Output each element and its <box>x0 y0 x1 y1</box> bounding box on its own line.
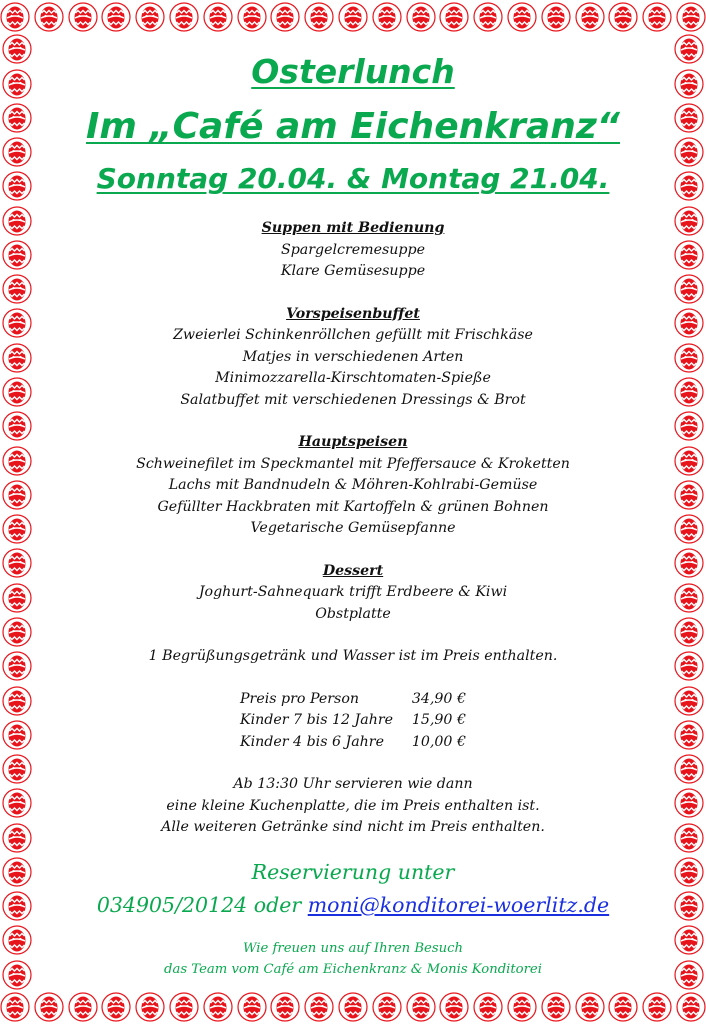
easter-egg-icon <box>135 2 165 32</box>
easter-egg-icon <box>2 343 32 373</box>
price-label: Kinder 4 bis 6 Jahre <box>240 733 384 750</box>
price-value: 10,00 € <box>411 733 466 750</box>
easter-egg-icon <box>674 411 704 441</box>
easter-egg-icon <box>68 2 98 32</box>
easter-egg-icon <box>2 583 32 613</box>
easter-egg-icon <box>575 2 605 32</box>
easter-egg-icon <box>674 103 704 133</box>
easter-egg-icon <box>575 992 605 1022</box>
menu-item: Lachs mit Bandnudeln & Möhren-Kohlrabi-Gemüse <box>168 477 538 493</box>
easter-egg-icon <box>674 343 704 373</box>
easter-egg-icon <box>2 548 32 578</box>
section-title: Vorspeisenbuffet <box>286 305 420 322</box>
easter-egg-icon <box>541 992 571 1022</box>
easter-egg-icon <box>203 992 233 1022</box>
easter-egg-icon <box>674 240 704 270</box>
price-row <box>240 710 466 732</box>
price-list <box>40 689 666 754</box>
easter-egg-icon <box>2 960 32 990</box>
easter-egg-icon <box>2 446 32 476</box>
note-line: eine kleine Kuchenplatte, die im Preis enthalten ist. <box>166 797 540 814</box>
easter-egg-icon <box>674 720 704 750</box>
easter-egg-icon <box>2 651 32 681</box>
menu-body <box>40 218 666 860</box>
easter-egg-icon <box>2 686 32 716</box>
easter-egg-icon <box>674 823 704 853</box>
easter-egg-icon <box>676 2 706 32</box>
easter-egg-icon <box>674 651 704 681</box>
easter-egg-icon <box>2 171 32 201</box>
menu-item: Matjes in verschiedenen Arten <box>242 348 464 365</box>
price-label: Preis pro Person <box>240 690 360 707</box>
easter-egg-icon <box>203 2 233 32</box>
easter-egg-icon <box>674 686 704 716</box>
closing-message <box>40 938 666 980</box>
section-dessert <box>40 561 666 626</box>
menu-item: Salatbuffet mit verschiedenen Dressings & Brot <box>180 391 526 408</box>
easter-egg-icon <box>674 891 704 921</box>
menu-item: Vegetarische Gemüsepfanne <box>250 520 456 536</box>
easter-egg-icon <box>372 2 402 32</box>
easter-egg-icon <box>0 992 30 1022</box>
easter-egg-icon <box>674 34 704 64</box>
easter-egg-icon <box>2 823 32 853</box>
easter-egg-icon <box>674 446 704 476</box>
easter-egg-icon <box>2 480 32 510</box>
easter-egg-icon <box>2 754 32 784</box>
easter-egg-icon <box>473 992 503 1022</box>
price-label: Kinder 7 bis 12 Jahre <box>240 712 394 728</box>
dates-title: Sonntag 20.04. & Montag 21.04. <box>96 162 610 195</box>
easter-egg-icon <box>674 788 704 818</box>
easter-egg-icon <box>674 171 704 201</box>
easter-egg-icon <box>473 2 503 32</box>
easter-egg-icon <box>237 992 267 1022</box>
email-link[interactable]: moni@konditorei-woerlitz.de <box>307 893 610 917</box>
menu-item: Gefüllter Hackbraten mit Kartoffeln & grünen Bohnen <box>157 498 549 515</box>
easter-egg-icon <box>169 2 199 32</box>
easter-egg-icon <box>439 992 469 1022</box>
easter-egg-icon <box>34 992 64 1022</box>
easter-egg-icon <box>676 992 706 1022</box>
easter-egg-icon <box>169 992 199 1022</box>
easter-egg-icon <box>674 583 704 613</box>
note-line: Alle weiteren Getränke sind nicht im Preis enthalten. <box>161 819 545 835</box>
easter-egg-icon <box>372 992 402 1022</box>
easter-egg-icon <box>674 480 704 510</box>
easter-egg-icon <box>674 206 704 236</box>
easter-egg-icon <box>507 2 537 32</box>
easter-egg-icon <box>507 992 537 1022</box>
easter-egg-icon <box>674 377 704 407</box>
easter-egg-icon <box>2 240 32 270</box>
reservation-label: Reservierung unter <box>251 860 455 884</box>
easter-egg-icon <box>68 992 98 1022</box>
easter-egg-icon <box>2 514 32 544</box>
easter-egg-icon <box>2 857 32 887</box>
easter-egg-icon <box>270 2 300 32</box>
easter-egg-icon <box>642 992 672 1022</box>
venue-title: Im „Café am Eichenkranz“ <box>86 106 620 147</box>
included-note-text: 1 Begrüßungsgetränk und Wasser ist im Preis enthalten. <box>148 648 558 664</box>
easter-egg-icon <box>2 617 32 647</box>
closing-line: Wie freuen uns auf Ihren Besuch <box>242 941 463 956</box>
closing-line: das Team vom Café am Eichenkranz & Monis Konditorei <box>164 962 542 977</box>
phone-number: 034905/20124 <box>96 893 248 917</box>
easter-egg-icon <box>101 992 131 1022</box>
easter-egg-icon <box>270 992 300 1022</box>
menu-item: Spargelcremesuppe <box>280 241 425 258</box>
easter-egg-icon <box>2 34 32 64</box>
easter-egg-icon <box>2 137 32 167</box>
easter-egg-icon <box>338 992 368 1022</box>
easter-egg-icon <box>2 103 32 133</box>
easter-egg-icon <box>674 308 704 338</box>
easter-egg-icon <box>608 2 638 32</box>
section-title: Dessert <box>322 562 384 579</box>
price-table <box>240 689 466 754</box>
easter-egg-icon <box>2 720 32 750</box>
price-row <box>240 689 466 711</box>
service-notes <box>40 774 666 839</box>
easter-egg-icon <box>674 857 704 887</box>
price-value: 34,90 € <box>411 690 466 707</box>
easter-egg-icon <box>541 2 571 32</box>
note-line: Ab 13:30 Uhr servieren wie dann <box>233 776 473 792</box>
menu-item: Minimozzarella-Kirschtomaten-Spieße <box>215 370 491 386</box>
easter-egg-icon <box>674 548 704 578</box>
menu-item: Obstplatte <box>315 605 391 622</box>
page-title: Osterlunch <box>251 52 455 91</box>
easter-egg-icon <box>674 69 704 99</box>
easter-egg-icon <box>608 992 638 1022</box>
easter-egg-icon <box>2 411 32 441</box>
easter-egg-icon <box>674 137 704 167</box>
easter-egg-icon <box>34 2 64 32</box>
easter-egg-icon <box>674 274 704 304</box>
menu-item: Joghurt-Sahnequark trifft Erdbeere & Kiwi <box>198 584 508 600</box>
section-title: Suppen mit Bedienung <box>261 220 445 236</box>
easter-egg-icon <box>2 377 32 407</box>
easter-egg-icon <box>2 788 32 818</box>
section-mains <box>40 432 666 540</box>
easter-egg-icon <box>2 891 32 921</box>
easter-egg-icon <box>674 514 704 544</box>
easter-egg-icon <box>674 617 704 647</box>
easter-egg-icon <box>135 992 165 1022</box>
easter-egg-icon <box>2 925 32 955</box>
easter-egg-icon <box>237 2 267 32</box>
easter-egg-icon <box>674 925 704 955</box>
easter-egg-icon <box>406 2 436 32</box>
price-row <box>240 732 466 754</box>
easter-egg-icon <box>2 274 32 304</box>
easter-egg-icon <box>674 960 704 990</box>
easter-egg-icon <box>674 754 704 784</box>
section-soups <box>40 218 666 283</box>
contact-connector: oder <box>253 893 302 917</box>
reservation-block <box>40 856 666 922</box>
included-note <box>40 646 666 668</box>
easter-egg-icon <box>0 2 30 32</box>
easter-egg-icon <box>439 2 469 32</box>
easter-egg-icon <box>406 992 436 1022</box>
price-value: 15,90 € <box>411 712 466 728</box>
easter-egg-icon <box>2 69 32 99</box>
section-starters <box>40 304 666 412</box>
easter-egg-icon <box>338 2 368 32</box>
easter-egg-icon <box>101 2 131 32</box>
easter-egg-icon <box>304 2 334 32</box>
menu-item: Klare Gemüsesuppe <box>280 263 426 279</box>
reservation-contact <box>40 889 666 922</box>
menu-item: Schweinefilet im Speckmantel mit Pfeffersauce & Kroketten <box>136 455 570 472</box>
easter-egg-icon <box>642 2 672 32</box>
menu-item: Zweierlei Schinkenröllchen gefüllt mit Frischkäse <box>173 327 533 343</box>
easter-egg-icon <box>2 206 32 236</box>
easter-egg-icon <box>2 308 32 338</box>
section-title: Hauptspeisen <box>298 434 408 450</box>
easter-egg-icon <box>304 992 334 1022</box>
